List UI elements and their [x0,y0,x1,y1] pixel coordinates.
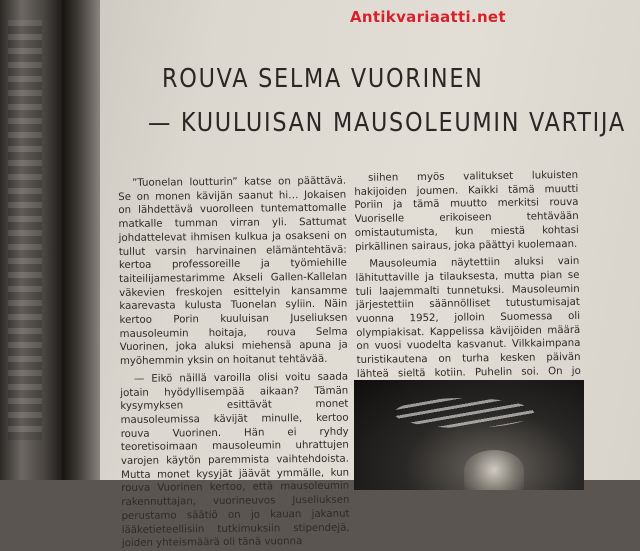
article-title-line2: — KUULUISAN MAUSOLEUMIN VARTIJA [148,108,626,138]
paragraph: ”Tuonelan loutturin” katse on päättävä. Se on monen kävijän saanut hi… Jokaisen on lähdettävä vuorolleen tuntemattomalle matkalle tumman virran yli. Sattumat johdattelevat ihmisen kulkua ja osakseni on tullut varsin harvinainen elämäntehtävä: kertoa professoreille ja työmiehille taiteilijamestarimme Akseli Gallen-Kallelan väkevien freskojen esittelyin kansamme kaarevasta kulusta Tuonelan syliin. Näin kertoo Porin kuuluisan Juseliuksen mausoleumin hoitaja, rouva Selma Vuorinen, joka aluksi miehensä apuna ja myöhemmin yksin on hoitanut tehtävää. [118,175,348,368]
article-title-line1: ROUVA SELMA VUORINEN [162,64,484,94]
paragraph: Mausoleumia näytettiin aluksi vain lähituttaville ja tilauksesta, mutta pian se tuli laajemmalti tunnetuksi. Mausoleumin järjestettiin säännölliset tutustumisajat vuonna 1952, jolloin Suomessa oli olympiakisat. Kappelissa kävijöiden määrä on vuosi vuodelta kasvanut. Vilkkaimpana turistikautena on turha kesken päivän lähteä sieltä kotiin. Puhelin soi. On jo [355,256,581,380]
text-column-1 [118,175,350,551]
watermark: Antikvariaatti.net [350,8,506,26]
book-gutter [62,0,100,480]
left-page-photo [0,0,62,480]
paragraph: — Eikö näillä varoilla olisi voitu saada jotain hyödyllisempää aikaan? Tämän kysymyksen esittävät monet mausoleumissa kävijät minulle, kertoo rouva Vuorinen. Hän ei ryhdy teoretisoimaan mausoleumin uhrattujen varojen käytön paremmista vaihtehdoista. Mutta monet kysyjät jäävät ymmälle, kun rouva Vuorinen kertoo, että mausoleumin rakennuttajan, vuorineuvos Juseliuksen perustamo säätiö on jo kauan jakanut lääketieteellisiin tutkimuksiin stipendejä, joiden yhteismäärä oli tänä vuonna [120,371,350,550]
article-photo [354,380,584,490]
book-page [100,0,640,550]
paragraph: siihen myös valitukset lukuisten hakijoiden joumen. Kaikki tämä muutti Poriin ja tämä muutto merkitsi rouva Vuoriselle erikoiseen tehtävään omistautumista, kun miestä kohtasi pirkällinen sairaus, joka päättyi kuolemaan. [354,169,579,253]
